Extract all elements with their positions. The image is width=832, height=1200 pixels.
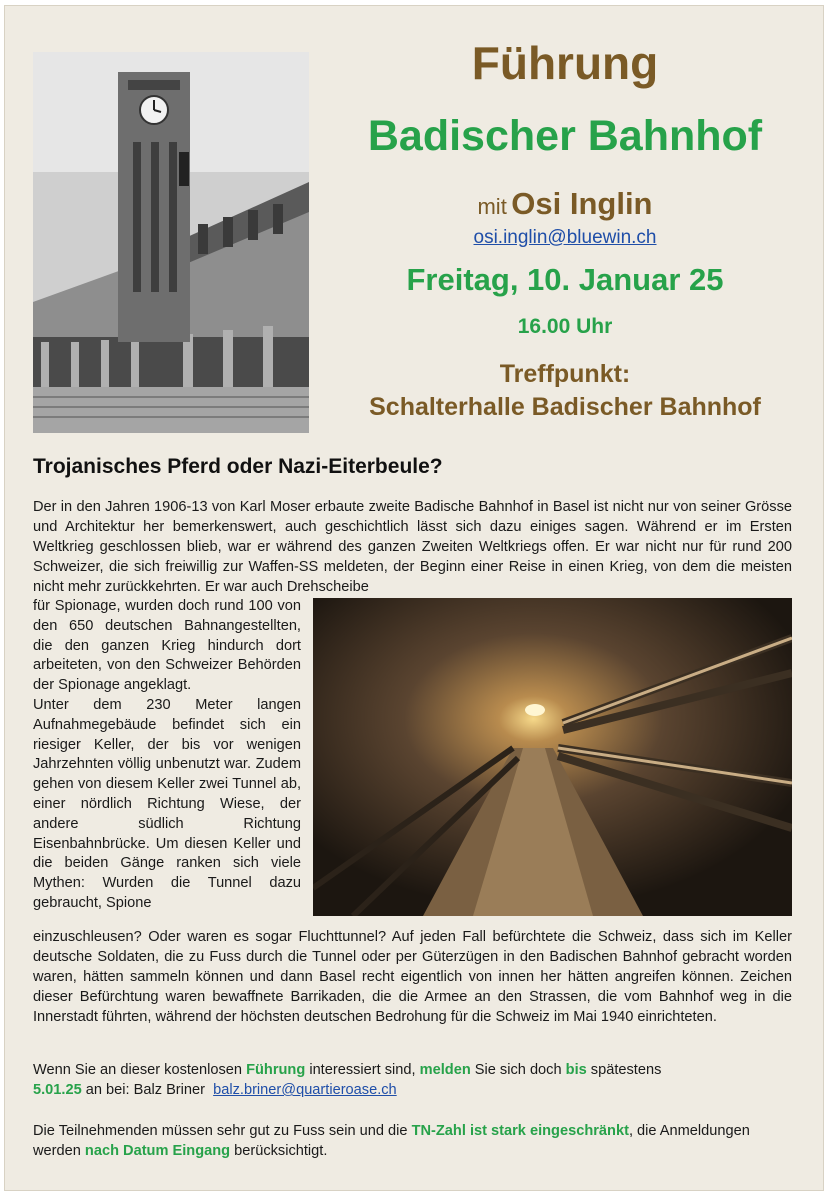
- registration-text: interessiert sind,: [305, 1062, 420, 1078]
- notice-text: Die Teilnehmenden müssen sehr gut zu Fuss sein und die: [33, 1123, 412, 1139]
- notice-text: berücksichtigt.: [230, 1143, 328, 1159]
- registration-email-link[interactable]: balz.briner@quartieroase.ch: [213, 1082, 397, 1098]
- title-line-2: Badischer Bahnhof: [367, 112, 763, 160]
- notice-highlight: TN-Zahl ist stark eingeschränkt: [411, 1123, 629, 1139]
- station-photo: [33, 52, 309, 433]
- registration-text: spätestens: [586, 1062, 662, 1078]
- guide-prefix: mit: [477, 194, 507, 219]
- registration-highlight: melden: [419, 1062, 471, 1078]
- registration-text: an bei: Balz Briner: [81, 1082, 210, 1098]
- title-line-1: Führung: [471, 37, 659, 89]
- notice-paragraph: [33, 1121, 792, 1161]
- event-date: Freitag, 10. Januar 25: [406, 262, 724, 297]
- registration-text: Wenn Sie an dieser kostenlosen: [33, 1062, 247, 1078]
- article-paragraph-cellar: Unter dem 230 Meter langen Aufnahmegebäude befindet sich ein riesiger Keller, der bis vor wenigen Jahrzehnten völlig unbenutzt war. Zudem gehen von diesem Keller zwei Tunnel ab, einer nördlich Richtung Wiese, der andere südlich Richtung Eisenbahnbrücke. Um diesen Keller und die beiden Gänge ranken sich viele Mythen: Wurden die Tunnel dazu gebraucht, Spione: [33, 696, 301, 911]
- guide-name: Osi Inglin: [511, 186, 653, 221]
- guide-email-link[interactable]: osi.inglin@bluewin.ch: [473, 227, 657, 248]
- article-column: [33, 597, 301, 914]
- meeting-place: Schalterhalle Badischer Bahnhof: [369, 393, 761, 421]
- notice-text: , die Anmeldungen werden: [33, 1123, 750, 1159]
- registration-deadline: 5.01.25: [33, 1082, 82, 1098]
- guide-line: [315, 186, 815, 222]
- registration-highlight: bis: [565, 1062, 587, 1078]
- guide-email-row: [315, 227, 815, 249]
- article-paragraph-threat: einzuschleusen? Oder waren es sogar Fluchttunnel? Auf jeden Fall befürchtete die Schweiz, dass sich im Keller deutsche Soldaten, die zu Fuss durch die Tunnel oder per Güterzügen in den Badischen Bahnhof gebracht worden waren, hätten sammeln können und dann Basel recht eigentlich von innen her hätten angreifen können. Zeichen dieser Befürchtung waren bewaffnete Barrikaden, die die Armee an den Strassen, die vom Bahnhof weg in die Innerstadt führten, während der höchsten deutschen Bedrohung für die Schweiz im Mai 1940 einrichteten.: [33, 929, 792, 1025]
- registration-paragraph: [33, 1060, 792, 1100]
- tunnel-photo: [313, 598, 792, 916]
- meeting-label: Treffpunkt:: [499, 360, 631, 388]
- article-paragraph-intro: Der in den Jahren 1906-13 von Karl Moser erbaute zweite Badische Bahnhof in Basel ist nicht nur von seiner Grösse und Architektur her bemerkenswert, auch geschichtlich lässt sich dazu einiges sagen. Während er im Ersten Weltkrieg geschlossen blieb, war er während des ganzen Zweiten Weltkriegs offen. Er war nicht nur für rund 200 Schweizer, die sich freiwillig zur Waffen-SS meldeten, der Beginn einer Reise in einen Krieg, von dem die meisten nicht mehr zurückkehrten. Er war auch Drehscheibe: [33, 499, 792, 595]
- article-heading: Trojanisches Pferd oder Nazi-Eiterbeule?: [33, 455, 443, 478]
- notice-highlight: nach Datum Eingang: [84, 1143, 231, 1159]
- article-paragraph-espionage: für Spionage, wurden doch rund 100 von den 650 deutschen Bahnangestellten, die den ganzen Krieg hindurch dort arbeiteten, von den Schweizer Behörden der Spionage angeklagt.: [33, 598, 301, 694]
- registration-highlight: Führung: [246, 1062, 306, 1078]
- event-time: 16.00 Uhr: [517, 315, 613, 338]
- registration-text: Sie sich doch: [470, 1062, 566, 1078]
